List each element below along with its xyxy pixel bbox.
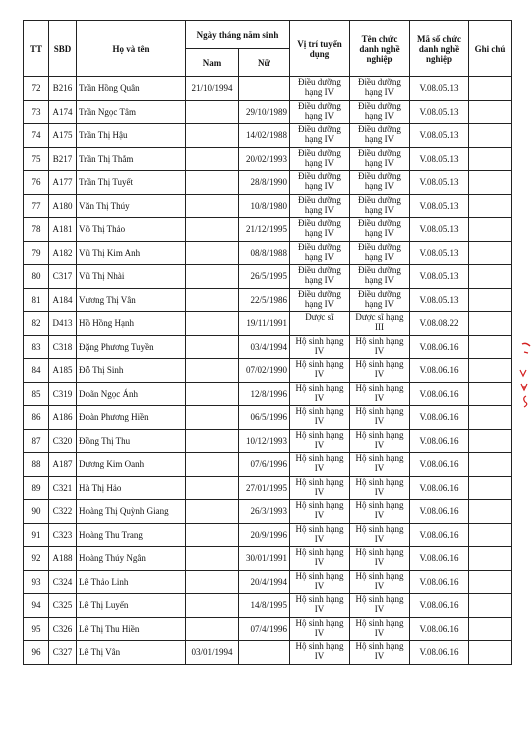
cell-name: Võ Thị Thảo xyxy=(77,218,186,242)
table-row xyxy=(24,382,512,406)
cell-dob-male xyxy=(186,476,239,500)
cell-position: Hộ sinh hạng IV xyxy=(290,547,350,571)
cell-position: Hộ sinh hạng IV xyxy=(290,594,350,618)
table-row xyxy=(24,570,512,594)
cell-sbd: A175 xyxy=(49,124,77,148)
candidate-table xyxy=(23,20,512,665)
cell-sbd: C317 xyxy=(49,265,77,289)
cell-sbd: D413 xyxy=(49,312,77,336)
cell-name: Trần Thị Tuyết xyxy=(77,171,186,195)
header-name: Họ và tên xyxy=(77,21,186,77)
cell-name: Vương Thị Vân xyxy=(77,288,186,312)
cell-position: Hộ sinh hạng IV xyxy=(290,570,350,594)
cell-position: Điều dưỡng hạng IV xyxy=(290,288,350,312)
cell-dob-female: 20/02/1993 xyxy=(239,147,290,171)
table-row xyxy=(24,241,512,265)
cell-name: Trần Hồng Quân xyxy=(77,77,186,101)
cell-note xyxy=(469,617,512,641)
cell-sbd: A184 xyxy=(49,288,77,312)
table-row xyxy=(24,265,512,289)
cell-position: Điều dưỡng hạng IV xyxy=(290,147,350,171)
table-row xyxy=(24,100,512,124)
cell-dob-male xyxy=(186,124,239,148)
cell-title: Hộ sinh hạng IV xyxy=(350,406,410,430)
table-row xyxy=(24,641,512,665)
cell-code: V.08.06.16 xyxy=(410,406,469,430)
header-note: Ghi chú xyxy=(469,21,512,77)
cell-title: Điều dưỡng hạng IV xyxy=(350,147,410,171)
cell-tt: 85 xyxy=(24,382,49,406)
cell-note xyxy=(469,265,512,289)
cell-title: Hộ sinh hạng IV xyxy=(350,547,410,571)
cell-dob-female: 14/02/1988 xyxy=(239,124,290,148)
cell-code: V.08.06.16 xyxy=(410,617,469,641)
cell-dob-female: 26/5/1995 xyxy=(239,265,290,289)
table-row xyxy=(24,523,512,547)
cell-title: Hộ sinh hạng IV xyxy=(350,617,410,641)
cell-dob-male xyxy=(186,359,239,383)
cell-note xyxy=(469,241,512,265)
cell-tt: 95 xyxy=(24,617,49,641)
table-row xyxy=(24,500,512,524)
cell-title: Dược sĩ hạng III xyxy=(350,312,410,336)
cell-dob-male: 21/10/1994 xyxy=(186,77,239,101)
cell-code: V.08.05.13 xyxy=(410,77,469,101)
cell-title: Hộ sinh hạng IV xyxy=(350,382,410,406)
cell-title: Điều dưỡng hạng IV xyxy=(350,100,410,124)
cell-tt: 74 xyxy=(24,124,49,148)
cell-dob-male xyxy=(186,523,239,547)
cell-note xyxy=(469,312,512,336)
cell-position: Hộ sinh hạng IV xyxy=(290,617,350,641)
cell-code: V.08.06.16 xyxy=(410,476,469,500)
cell-dob-female: 06/5/1996 xyxy=(239,406,290,430)
table-row xyxy=(24,218,512,242)
cell-title: Hộ sinh hạng IV xyxy=(350,359,410,383)
cell-code: V.08.05.13 xyxy=(410,218,469,242)
cell-note xyxy=(469,453,512,477)
header-male: Nam xyxy=(186,49,239,77)
cell-tt: 76 xyxy=(24,171,49,195)
table-row xyxy=(24,453,512,477)
cell-dob-male xyxy=(186,453,239,477)
cell-sbd: B216 xyxy=(49,77,77,101)
cell-dob-female: 19/11/1991 xyxy=(239,312,290,336)
cell-tt: 81 xyxy=(24,288,49,312)
cell-dob-female: 07/4/1996 xyxy=(239,617,290,641)
cell-sbd: C325 xyxy=(49,594,77,618)
cell-title: Điều dưỡng hạng IV xyxy=(350,265,410,289)
cell-tt: 78 xyxy=(24,218,49,242)
cell-position: Điều dưỡng hạng IV xyxy=(290,218,350,242)
header-code: Mã số chức danh nghề nghiệp xyxy=(410,21,469,77)
cell-tt: 94 xyxy=(24,594,49,618)
cell-sbd: A182 xyxy=(49,241,77,265)
cell-dob-male xyxy=(186,147,239,171)
cell-position: Điều dưỡng hạng IV xyxy=(290,194,350,218)
cell-dob-female: 20/9/1996 xyxy=(239,523,290,547)
cell-position: Dược sĩ xyxy=(290,312,350,336)
cell-dob-male xyxy=(186,218,239,242)
cell-note xyxy=(469,171,512,195)
cell-dob-male xyxy=(186,100,239,124)
cell-dob-female: 29/10/1989 xyxy=(239,100,290,124)
cell-sbd: C326 xyxy=(49,617,77,641)
cell-note xyxy=(469,288,512,312)
cell-dob-male xyxy=(186,194,239,218)
cell-tt: 88 xyxy=(24,453,49,477)
cell-tt: 93 xyxy=(24,570,49,594)
cell-title: Hộ sinh hạng IV xyxy=(350,570,410,594)
cell-dob-male xyxy=(186,265,239,289)
cell-dob-male xyxy=(186,335,239,359)
cell-name: Đồng Thị Thu xyxy=(77,429,186,453)
cell-code: V.08.06.16 xyxy=(410,500,469,524)
cell-code: V.08.05.13 xyxy=(410,100,469,124)
cell-position: Hộ sinh hạng IV xyxy=(290,382,350,406)
table-row xyxy=(24,288,512,312)
cell-position: Hộ sinh hạng IV xyxy=(290,641,350,665)
cell-title: Hộ sinh hạng IV xyxy=(350,641,410,665)
cell-name: Đỗ Thị Sinh xyxy=(77,359,186,383)
cell-dob-female: 14/8/1995 xyxy=(239,594,290,618)
cell-code: V.08.06.16 xyxy=(410,429,469,453)
cell-name: Hồ Hồng Hạnh xyxy=(77,312,186,336)
red-stamp-fragment xyxy=(510,340,532,410)
cell-tt: 86 xyxy=(24,406,49,430)
cell-dob-female: 10/12/1993 xyxy=(239,429,290,453)
cell-dob-female: 07/6/1996 xyxy=(239,453,290,477)
cell-dob-male xyxy=(186,171,239,195)
cell-name: Đoàn Phương Hiền xyxy=(77,406,186,430)
table-row xyxy=(24,429,512,453)
cell-note xyxy=(469,218,512,242)
cell-title: Hộ sinh hạng IV xyxy=(350,453,410,477)
cell-title: Hộ sinh hạng IV xyxy=(350,429,410,453)
cell-position: Hộ sinh hạng IV xyxy=(290,500,350,524)
cell-note xyxy=(469,100,512,124)
cell-title: Hộ sinh hạng IV xyxy=(350,594,410,618)
cell-tt: 72 xyxy=(24,77,49,101)
cell-title: Điều dưỡng hạng IV xyxy=(350,218,410,242)
table-row xyxy=(24,359,512,383)
cell-title: Hộ sinh hạng IV xyxy=(350,476,410,500)
cell-title: Điều dưỡng hạng IV xyxy=(350,77,410,101)
cell-title: Hộ sinh hạng IV xyxy=(350,523,410,547)
cell-dob-female: 30/01/1991 xyxy=(239,547,290,571)
cell-dob-female: 12/8/1996 xyxy=(239,382,290,406)
cell-tt: 91 xyxy=(24,523,49,547)
cell-tt: 96 xyxy=(24,641,49,665)
table-row xyxy=(24,617,512,641)
cell-position: Điều dưỡng hạng IV xyxy=(290,100,350,124)
cell-tt: 83 xyxy=(24,335,49,359)
cell-name: Doãn Ngọc Ánh xyxy=(77,382,186,406)
table-header xyxy=(24,21,512,77)
cell-sbd: A180 xyxy=(49,194,77,218)
cell-code: V.08.06.16 xyxy=(410,594,469,618)
cell-sbd: C321 xyxy=(49,476,77,500)
cell-code: V.08.05.13 xyxy=(410,194,469,218)
cell-sbd: C319 xyxy=(49,382,77,406)
table-row xyxy=(24,406,512,430)
cell-sbd: A177 xyxy=(49,171,77,195)
cell-note xyxy=(469,359,512,383)
table-row xyxy=(24,594,512,618)
header-dob: Ngày tháng năm sinh xyxy=(186,21,290,49)
cell-name: Trần Thị Thắm xyxy=(77,147,186,171)
cell-dob-male xyxy=(186,312,239,336)
header-title: Tên chức danh nghề nghiệp xyxy=(350,21,410,77)
cell-note xyxy=(469,194,512,218)
header-tt: TT xyxy=(24,21,49,77)
header-sbd: SBD xyxy=(49,21,77,77)
cell-dob-male: 03/01/1994 xyxy=(186,641,239,665)
cell-tt: 84 xyxy=(24,359,49,383)
cell-code: V.08.06.16 xyxy=(410,335,469,359)
cell-name: Lê Thị Thu Hiền xyxy=(77,617,186,641)
header-female: Nữ xyxy=(239,49,290,77)
cell-dob-female: 10/8/1980 xyxy=(239,194,290,218)
cell-dob-female xyxy=(239,641,290,665)
cell-position: Điều dưỡng hạng IV xyxy=(290,171,350,195)
cell-sbd: A181 xyxy=(49,218,77,242)
cell-note xyxy=(469,594,512,618)
cell-dob-male xyxy=(186,406,239,430)
cell-position: Hộ sinh hạng IV xyxy=(290,429,350,453)
cell-sbd: C322 xyxy=(49,500,77,524)
cell-dob-female: 26/3/1993 xyxy=(239,500,290,524)
cell-tt: 75 xyxy=(24,147,49,171)
cell-note xyxy=(469,406,512,430)
cell-code: V.08.06.16 xyxy=(410,523,469,547)
cell-note xyxy=(469,77,512,101)
cell-sbd: B217 xyxy=(49,147,77,171)
cell-sbd: A186 xyxy=(49,406,77,430)
cell-position: Hộ sinh hạng IV xyxy=(290,335,350,359)
cell-code: V.08.06.16 xyxy=(410,453,469,477)
cell-title: Hộ sinh hạng IV xyxy=(350,335,410,359)
cell-sbd: A174 xyxy=(49,100,77,124)
cell-note xyxy=(469,124,512,148)
cell-code: V.08.05.13 xyxy=(410,241,469,265)
cell-tt: 89 xyxy=(24,476,49,500)
table-row xyxy=(24,124,512,148)
table-row xyxy=(24,171,512,195)
cell-code: V.08.05.13 xyxy=(410,288,469,312)
cell-position: Điều dưỡng hạng IV xyxy=(290,124,350,148)
cell-dob-female: 07/02/1990 xyxy=(239,359,290,383)
cell-code: V.08.06.16 xyxy=(410,641,469,665)
cell-position: Hộ sinh hạng IV xyxy=(290,359,350,383)
cell-name: Hoàng Thị Quỳnh Giang xyxy=(77,500,186,524)
cell-sbd: C323 xyxy=(49,523,77,547)
cell-sbd: C327 xyxy=(49,641,77,665)
cell-name: Lê Thị Luyến xyxy=(77,594,186,618)
cell-code: V.08.05.13 xyxy=(410,265,469,289)
cell-sbd: C320 xyxy=(49,429,77,453)
table-row xyxy=(24,335,512,359)
cell-position: Hộ sinh hạng IV xyxy=(290,523,350,547)
cell-name: Vũ Thị Nhài xyxy=(77,265,186,289)
cell-note xyxy=(469,570,512,594)
cell-tt: 87 xyxy=(24,429,49,453)
cell-position: Điều dưỡng hạng IV xyxy=(290,241,350,265)
cell-name: Đặng Phương Tuyền xyxy=(77,335,186,359)
cell-dob-male xyxy=(186,500,239,524)
cell-dob-female: 27/01/1995 xyxy=(239,476,290,500)
cell-note xyxy=(469,429,512,453)
cell-sbd: C318 xyxy=(49,335,77,359)
cell-name: Văn Thị Thúy xyxy=(77,194,186,218)
cell-code: V.08.08.22 xyxy=(410,312,469,336)
cell-name: Vũ Thị Kim Anh xyxy=(77,241,186,265)
cell-code: V.08.05.13 xyxy=(410,171,469,195)
cell-note xyxy=(469,500,512,524)
cell-tt: 79 xyxy=(24,241,49,265)
cell-tt: 80 xyxy=(24,265,49,289)
header-position: Vị trí tuyển dụng xyxy=(290,21,350,77)
cell-title: Điều dưỡng hạng IV xyxy=(350,124,410,148)
cell-position: Hộ sinh hạng IV xyxy=(290,453,350,477)
cell-tt: 77 xyxy=(24,194,49,218)
cell-tt: 82 xyxy=(24,312,49,336)
cell-dob-female: 28/8/1990 xyxy=(239,171,290,195)
cell-code: V.08.06.16 xyxy=(410,547,469,571)
cell-dob-female: 03/4/1994 xyxy=(239,335,290,359)
cell-tt: 92 xyxy=(24,547,49,571)
cell-dob-female: 21/12/1995 xyxy=(239,218,290,242)
cell-title: Điều dưỡng hạng IV xyxy=(350,241,410,265)
cell-code: V.08.05.13 xyxy=(410,124,469,148)
table-row xyxy=(24,476,512,500)
cell-sbd: A187 xyxy=(49,453,77,477)
cell-note xyxy=(469,335,512,359)
cell-dob-male xyxy=(186,570,239,594)
cell-position: Điều dưỡng hạng IV xyxy=(290,265,350,289)
cell-dob-male xyxy=(186,241,239,265)
cell-note xyxy=(469,382,512,406)
cell-name: Dương Kim Oanh xyxy=(77,453,186,477)
cell-title: Điều dưỡng hạng IV xyxy=(350,194,410,218)
cell-code: V.08.06.16 xyxy=(410,382,469,406)
cell-name: Hà Thị Hảo xyxy=(77,476,186,500)
table-row xyxy=(24,194,512,218)
cell-sbd: C324 xyxy=(49,570,77,594)
cell-note xyxy=(469,147,512,171)
cell-dob-male xyxy=(186,594,239,618)
cell-dob-female xyxy=(239,77,290,101)
table-row xyxy=(24,547,512,571)
cell-name: Trần Ngọc Tâm xyxy=(77,100,186,124)
cell-dob-female: 08/8/1988 xyxy=(239,241,290,265)
cell-note xyxy=(469,476,512,500)
cell-title: Điều dưỡng hạng IV xyxy=(350,171,410,195)
cell-title: Hộ sinh hạng IV xyxy=(350,500,410,524)
cell-dob-male xyxy=(186,382,239,406)
table-body xyxy=(24,77,512,665)
cell-code: V.08.06.16 xyxy=(410,359,469,383)
cell-code: V.08.05.13 xyxy=(410,147,469,171)
table-row xyxy=(24,147,512,171)
cell-name: Lê Thị Vân xyxy=(77,641,186,665)
cell-name: Hoàng Thúy Ngân xyxy=(77,547,186,571)
cell-name: Hoàng Thu Trang xyxy=(77,523,186,547)
table-row xyxy=(24,312,512,336)
cell-tt: 90 xyxy=(24,500,49,524)
cell-dob-male xyxy=(186,429,239,453)
cell-sbd: A185 xyxy=(49,359,77,383)
cell-name: Trần Thị Hậu xyxy=(77,124,186,148)
cell-dob-male xyxy=(186,617,239,641)
cell-title: Điều dưỡng hạng IV xyxy=(350,288,410,312)
cell-dob-male xyxy=(186,288,239,312)
cell-note xyxy=(469,547,512,571)
cell-sbd: A188 xyxy=(49,547,77,571)
cell-note xyxy=(469,523,512,547)
cell-position: Hộ sinh hạng IV xyxy=(290,406,350,430)
cell-name: Lê Thảo Linh xyxy=(77,570,186,594)
cell-position: Hộ sinh hạng IV xyxy=(290,476,350,500)
cell-code: V.08.06.16 xyxy=(410,570,469,594)
cell-tt: 73 xyxy=(24,100,49,124)
table-row xyxy=(24,77,512,101)
cell-dob-female: 20/4/1994 xyxy=(239,570,290,594)
cell-note xyxy=(469,641,512,665)
cell-dob-male xyxy=(186,547,239,571)
cell-dob-female: 22/5/1986 xyxy=(239,288,290,312)
cell-position: Điều dưỡng hạng IV xyxy=(290,77,350,101)
